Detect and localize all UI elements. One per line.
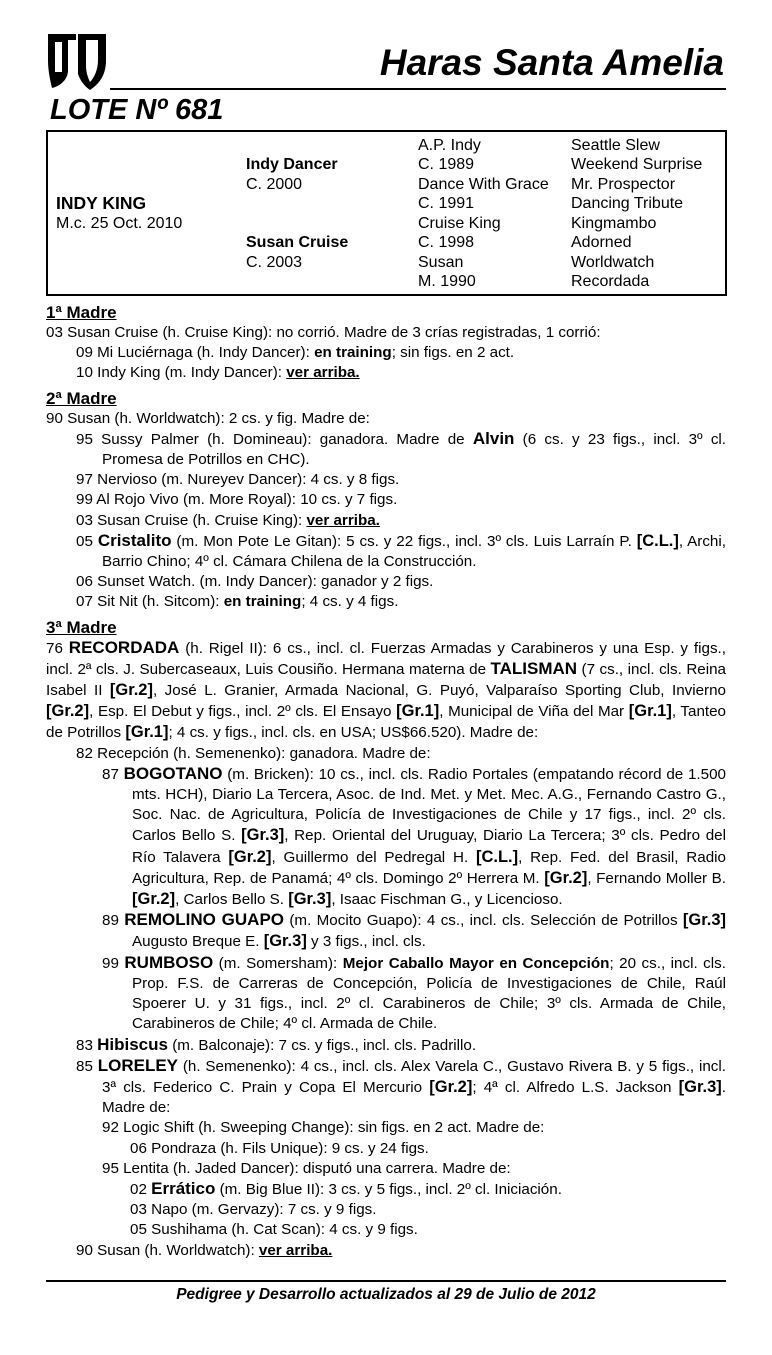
grandsire-year: C. 1989 — [418, 156, 475, 173]
ancestor-6: Adorned — [571, 234, 632, 251]
damsire-name: Cruise King — [418, 215, 501, 232]
produce-entry: 89 REMOLINO GUAPO (m. Mocito Guapo): 4 cs., incl. cls. Selección de Potrillos [Gr.3] Augusto Breque E. [Gr.3] y 3 figs., incl. cls. — [102, 910, 726, 951]
produce-entry: 05 Cristalito (m. Mon Pote Le Gitan): 5 cs. y 22 figs., incl. 3º cls. Luis Larraín P. [C.L.], Archi, Barrio Chino; 4º cl. Cámara Chilena de la Construcción. — [76, 530, 726, 571]
lot-number: LOTE Nº 681 — [50, 94, 224, 126]
produce-entry: 99 RUMBOSO (m. Somersham): Mejor Caballo Mayor en Concepción; 20 cs., incl. cls. Prop. F.S. de Carreras de Concepción, Policía de Investigaciones de Chile, Raúl Spoerer U. y 31 figs., incl. 2º cl. Carabineros de Chile; 3º cls. Armada de Chile, Carabineros de Chile; 4º cl. Armada de Chile. — [102, 952, 726, 1033]
produce-entry: 03 Susan Cruise (h. Cruise King): ver arriba. — [76, 511, 380, 529]
horse-info: M.c. 25 Oct. 2010 — [56, 215, 183, 232]
ancestor-3: Mr. Prospector — [571, 176, 676, 193]
produce-entry: 85 LORELEY (h. Semenenko): 4 cs., incl. cls. Alex Varela C., Gustavo Rivera B. y 5 figs., incl. 3ª cls. Federico C. Prain y Copa El Mercurio [Gr.2]; 4ª cl. Alfredo L.S. Jackson [Gr.3]. Madre de: — [76, 1055, 726, 1117]
produce-entry: 95 Sussy Palmer (h. Domineau): ganadora. Madre de Alvin (6 cs. y 23 figs., incl. 3º cl. Promesa de Potrillos en CHC). — [76, 428, 727, 469]
sire-year: C. 2000 — [246, 176, 303, 193]
produce-entry: 02 Errático (m. Big Blue II): 3 cs. y 5 figs., incl. 2º cl. Iniciación. — [130, 1178, 562, 1198]
produce-entry: 92 Logic Shift (h. Sweeping Change): sin figs. en 2 act. Madre de: — [102, 1119, 545, 1137]
second-dam-name: Susan — [418, 254, 464, 271]
third-dam-entry: 76 RECORDADA (h. Rigel II): 6 cs., incl. cl. Fuerzas Armadas y Carabineros y una Esp. y figs., incl. 2ª cls. J. Subercaseaux, Luis Cousiño. Hermana materna de TALISMAN (7 cs., incl. cls. Reina Isabel II [Gr.2], José L. Granier, Armada Nacional, G. Puyó, Valparaíso Sporting Club, Invierno [Gr.2], Esp. El Debut y figs., incl. 2º cls. El Ensayo [Gr.1], Municipal de Viña del Mar [Gr.1], Tanteo de Potrillos [Gr.1]; 4 cs. y figs., incl. cls. en USA; US$66.520). Madre de: — [46, 637, 727, 742]
grandsire-name: A.P. Indy — [418, 137, 481, 154]
produce-entry: 82 Recepción (h. Semenenko): ganadora. Madre de: — [76, 744, 431, 762]
sire-name: Indy Dancer — [246, 156, 338, 173]
horse-name: INDY KING — [56, 193, 147, 213]
produce-entry: 10 Indy King (m. Indy Dancer): ver arriba. — [76, 364, 360, 382]
produce-entry: 09 Mi Luciérnaga (h. Indy Dancer): en training; sin figs. en 2 act. — [76, 344, 515, 362]
produce-entry: 95 Lentita (h. Jaded Dancer): disputó una carrera. Madre de: — [102, 1159, 511, 1177]
second-dam-entry: 90 Susan (h. Worldwatch): 2 cs. y fig. Madre de: — [46, 409, 370, 427]
footer-note: Pedigree y Desarrollo actualizados al 29 de Julio de 2012 — [176, 1286, 596, 1303]
haras-logo-icon — [46, 30, 108, 94]
footer-rule — [46, 1280, 726, 1282]
first-dam-heading: 1ª Madre — [46, 303, 117, 322]
ver-arriba-link[interactable]: ver arriba. — [306, 511, 380, 529]
granddam-year: C. 1991 — [418, 195, 475, 212]
header-rule — [110, 88, 726, 90]
produce-entry: 90 Susan (h. Worldwatch): ver arriba. — [76, 1241, 333, 1259]
ver-arriba-link[interactable]: ver arriba. — [286, 364, 360, 382]
third-dam-heading: 3ª Madre — [46, 617, 117, 637]
produce-entry: 97 Nervioso (m. Nureyev Dancer): 4 cs. y 8 figs. — [76, 471, 400, 489]
produce-entry: 05 Sushihama (h. Cat Scan): 4 cs. y 9 figs. — [130, 1221, 418, 1239]
ver-arriba-link[interactable]: ver arriba. — [258, 1241, 333, 1259]
produce-entry: 03 Napo (m. Gervazy): 7 cs. y 9 figs. — [130, 1201, 377, 1219]
produce-entry: 83 Hibiscus (m. Balconaje): 7 cs. y figs., incl. cls. Padrillo. — [76, 1034, 477, 1054]
produce-entry: 07 Sit Nit (h. Sitcom): en training; 4 cs. y 4 figs. — [76, 593, 399, 611]
dam-name: Susan Cruise — [246, 234, 349, 251]
produce-entry: 06 Pondraza (h. Fils Unique): 9 cs. y 24 figs. — [130, 1139, 429, 1157]
ancestor-2: Weekend Surprise — [571, 156, 703, 173]
ancestor-4: Dancing Tribute — [571, 195, 684, 212]
second-dam-heading: 2ª Madre — [46, 388, 117, 408]
pedigree-box — [46, 130, 727, 296]
first-dam-entry: 03 Susan Cruise (h. Cruise King): no corrió. Madre de 3 crías registradas, 1 corrió: — [46, 324, 601, 341]
produce-entry: 06 Sunset Watch. (m. Indy Dancer): ganador y 2 figs. — [76, 573, 434, 591]
produce-entry: 99 Al Rojo Vivo (m. More Royal): 10 cs. y 7 figs. — [76, 491, 398, 509]
farm-name: Haras Santa Amelia — [379, 42, 724, 83]
ancestor-1: Seattle Slew — [571, 137, 660, 154]
granddam-name: Dance With Grace — [418, 176, 549, 193]
dam-year: C. 2003 — [246, 254, 303, 271]
second-dam-year: M. 1990 — [418, 273, 476, 290]
damsire-year: C. 1998 — [418, 234, 475, 251]
produce-entry: 87 BOGOTANO (m. Bricken): 10 cs., incl. cls. Radio Portales (empatando récord de 1.500 mts. HCH), Diario La Tercera, Asoc. de Ind. Met. y Met. Mec. A.G., Fernando Castro G., Soc. Nac. de Agricultura, Policía de Investigaciones de Chile y 17 figs., incl. 2º cls. Carlos Bello S. [Gr.3], Rep. Oriental del Uruguay, Diario La Tercera; 3º cls. Pedro del Río Talavera [Gr.2], Guillermo del Pedregal H. [C.L.], Rep. Fed. del Brasil, Radio Agricultura, Rep. de Panamá; 4º cls. Domingo 2º Herrera M. [Gr.2], Fernando Moller B. [Gr.2], Carlos Bello S. [Gr.3], Isaac Fischman G., y Licencioso. — [102, 763, 727, 909]
ancestor-8: Recordada — [571, 273, 650, 290]
ancestor-5: Kingmambo — [571, 215, 657, 232]
produce-record — [46, 303, 726, 1261]
ancestor-7: Worldwatch — [571, 254, 655, 271]
